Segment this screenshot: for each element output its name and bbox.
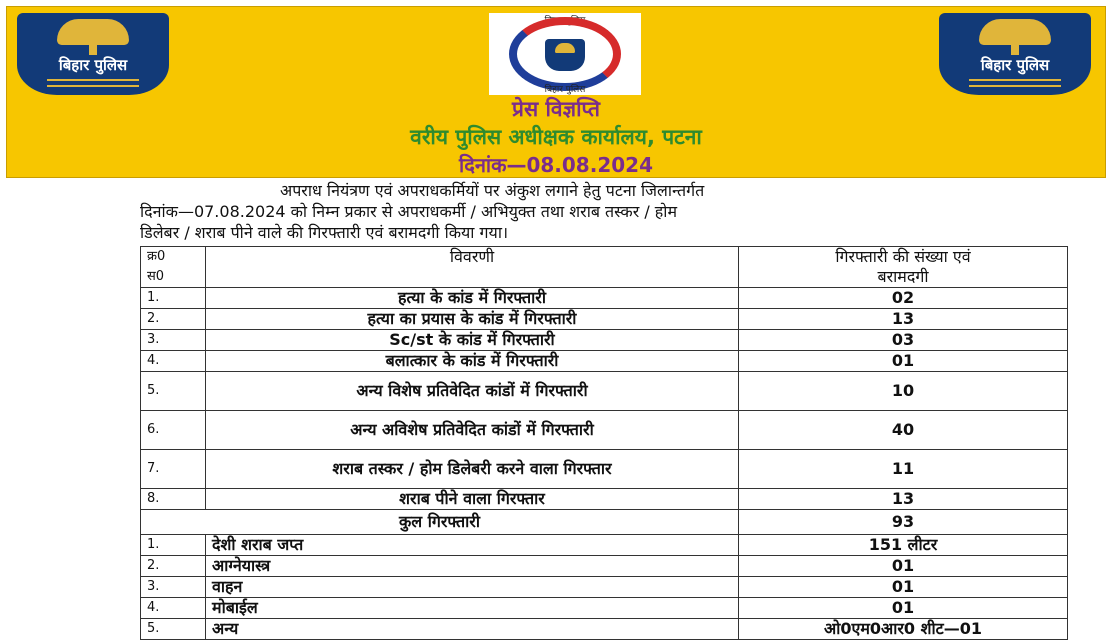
- row-description: बलात्कार के कांड में गिरफ्तारी: [206, 351, 739, 372]
- total-label: कुल गिरफ्तारी: [141, 510, 739, 535]
- arrest-seizure-table: [140, 246, 1068, 640]
- table-row: [141, 489, 1068, 510]
- row-sno: 1.: [141, 535, 206, 556]
- logo-ring-icon: [509, 17, 621, 91]
- row-value: 01: [739, 598, 1068, 619]
- count-header: गिरफ्तारी की संख्या एवं बरामदगी: [739, 247, 1068, 288]
- seizure-rows: [141, 535, 1068, 640]
- release-date: दिनांक—08.08.2024: [459, 153, 653, 177]
- table-row: [141, 535, 1068, 556]
- intro-line-1: अपराध नियंत्रण एवं अपराधकर्मियों पर अंकुश लगाने हेतु पटना जिलान्तर्गत: [280, 181, 705, 200]
- row-value: 13: [739, 489, 1068, 510]
- description-header: विवरणी: [206, 247, 739, 288]
- row-value: 151 लीटर: [739, 535, 1068, 556]
- total-row: [141, 510, 1068, 535]
- logo-shield-icon: [545, 39, 585, 71]
- row-description: आग्नेयास्त्र: [206, 556, 739, 577]
- table-row: [141, 288, 1068, 309]
- press-release-title: प्रेस विज्ञप्ति: [512, 97, 600, 121]
- row-value: 40: [739, 411, 1068, 450]
- row-value: 11: [739, 450, 1068, 489]
- row-description: हत्या का प्रयास के कांड में गिरफ्तारी: [206, 309, 739, 330]
- row-value: 01: [739, 556, 1068, 577]
- table-row: [141, 351, 1068, 372]
- row-description: मोबाईल: [206, 598, 739, 619]
- row-value: 01: [739, 351, 1068, 372]
- table-row: [141, 411, 1068, 450]
- emblem-text-right: बिहार पुलिस: [980, 56, 1050, 74]
- bihar-police-round-logo: [489, 13, 641, 95]
- row-sno: 5.: [141, 372, 206, 411]
- table-row: [141, 330, 1068, 351]
- row-value: ओ0एम0आर0 शीट—01: [739, 619, 1068, 640]
- row-description: देशी शराब जप्त: [206, 535, 739, 556]
- tree-emblem-icon: [57, 19, 129, 45]
- row-sno: 5.: [141, 619, 206, 640]
- office-name: वरीय पुलिस अधीक्षक कार्यालय, पटना: [410, 125, 702, 149]
- row-sno: 2.: [141, 309, 206, 330]
- table-row: [141, 619, 1068, 640]
- row-description: शराब पीने वाला गिरफ्तार: [206, 489, 739, 510]
- row-sno: 1.: [141, 288, 206, 309]
- intro-line-3: डिलेबर / शराब पीने वाले की गिरफ्तारी एवं बरामदगी किया गया।: [140, 223, 509, 242]
- table-header-row: [141, 247, 1068, 288]
- logo-bottom-text: बिहार पुलिस: [544, 85, 586, 95]
- row-description: Sc/st के कांड में गिरफ्तारी: [206, 330, 739, 351]
- row-description: अन्य: [206, 619, 739, 640]
- table-row: [141, 598, 1068, 619]
- intro-paragraph: [140, 180, 1040, 243]
- row-sno: 8.: [141, 489, 206, 510]
- row-description: हत्या के कांड में गिरफ्तारी: [206, 288, 739, 309]
- row-sno: 4.: [141, 351, 206, 372]
- row-sno: 4.: [141, 598, 206, 619]
- tree-emblem-icon: [979, 19, 1051, 45]
- row-value: 10: [739, 372, 1068, 411]
- row-value: 13: [739, 309, 1068, 330]
- sno-header: क्र0 स0: [141, 247, 206, 288]
- row-value: 02: [739, 288, 1068, 309]
- row-sno: 3.: [141, 330, 206, 351]
- emblem-text-left: बिहार पुलिस: [58, 56, 128, 74]
- row-description: अन्य विशेष प्रतिवेदित कांडों में गिरफ्तारी: [206, 372, 739, 411]
- row-description: शराब तस्कर / होम डिलेबरी करने वाला गिरफ्तार: [206, 450, 739, 489]
- row-description: अन्य अविशेष प्रतिवेदित कांडों में गिरफ्तारी: [206, 411, 739, 450]
- table-row: [141, 450, 1068, 489]
- bihar-police-emblem-left: [17, 13, 169, 95]
- row-value: 03: [739, 330, 1068, 351]
- logo-top-text: बिहार पुलिस: [544, 16, 586, 26]
- bihar-police-emblem-right: [939, 13, 1091, 95]
- table-row: [141, 556, 1068, 577]
- total-value: 93: [739, 510, 1068, 535]
- arrest-rows: [141, 288, 1068, 510]
- row-sno: 6.: [141, 411, 206, 450]
- row-value: 01: [739, 577, 1068, 598]
- row-description: वाहन: [206, 577, 739, 598]
- table-row: [141, 577, 1068, 598]
- press-release-header: [6, 6, 1106, 178]
- intro-line-2: दिनांक—07.08.2024 को निम्न प्रकार से अपराधकर्मी / अभियुक्त तथा शराब तस्कर / होम: [140, 202, 678, 221]
- table-row: [141, 372, 1068, 411]
- row-sno: 2.: [141, 556, 206, 577]
- table-row: [141, 309, 1068, 330]
- row-sno: 3.: [141, 577, 206, 598]
- row-sno: 7.: [141, 450, 206, 489]
